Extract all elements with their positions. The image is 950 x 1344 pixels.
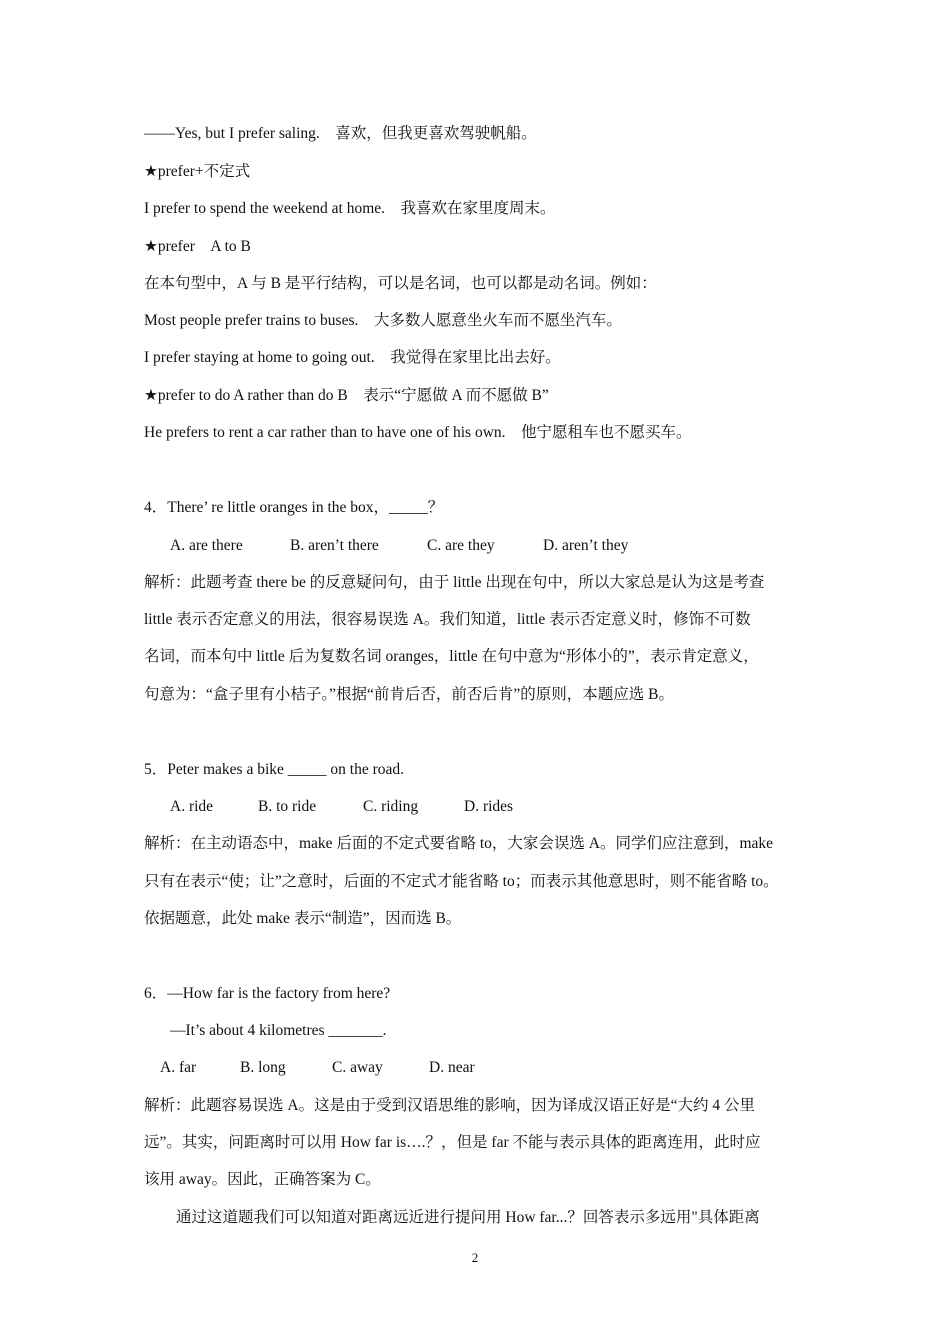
q4-option-b: B. aren’t there — [290, 537, 379, 554]
rule2-example-2: I prefer staying at home to going out. 我觉得在家里比出去好。 — [144, 349, 561, 366]
q5-option-d: D. rides — [464, 798, 514, 815]
q6-option-b: B. long — [240, 1059, 286, 1076]
q5-analysis-1: 解析：在主动语态中，make 后面的不定式要省略 to，大家会误选 A。同学们应注意到，make — [144, 835, 774, 852]
q5-option-b: B. to ride — [258, 798, 317, 815]
q4-option-d: D. aren’t they — [543, 537, 629, 554]
rule3-title: ★prefer to do A rather than do B 表示“宁愿做 A 而不愿做 B” — [144, 387, 549, 404]
q5-analysis-2: 只有在表示“使；让”之意时，后面的不定式才能省略 to；而表示其他意思时，则不能省略 to。 — [144, 873, 779, 890]
page-number: 2 — [471, 1250, 479, 1265]
q5-question: 5．Peter makes a bike _____ on the road. — [144, 761, 404, 778]
rule2-example-1: Most people prefer trains to buses. 大多数人愿意坐火车而不愿坐汽车。 — [144, 312, 622, 329]
q6-option-a: A. far — [160, 1059, 197, 1076]
q6-analysis-3: 该用 away。因此，正确答案为 C。 — [144, 1171, 381, 1188]
q6-answer-line: —It’s about 4 kilometres _______. — [170, 1022, 387, 1039]
q4-analysis-2: little 表示否定意义的用法，很容易误选 A。我们知道，little 表示否定意义时，修饰不可数 — [144, 611, 751, 628]
q6-question: 6．—How far is the factory from here? — [144, 985, 391, 1002]
q6-analysis-1: 解析：此题容易误选 A。这是由于受到汉语思维的影响，因为译成汉语正好是“大约 4 公里 — [144, 1097, 755, 1114]
q5-analysis-3: 依据题意，此处 make 表示“制造”，因而选 B。 — [144, 910, 462, 927]
q4-question: 4．There’ re little oranges in the box，_____？ — [144, 499, 444, 516]
rule2-note: 在本句型中，A 与 B 是平行结构，可以是名词，也可以都是动名词。例如： — [144, 275, 657, 292]
q6-option-c: C. away — [332, 1059, 383, 1076]
q4-options — [170, 536, 628, 556]
q5-option-c: C. riding — [363, 798, 419, 815]
rule2-title: ★prefer A to B — [144, 238, 251, 255]
q5-option-a: A. ride — [170, 798, 214, 815]
q6-option-d: D. near — [429, 1059, 475, 1076]
dialog-line: ——Yes, but I prefer saling. 喜欢，但我更喜欢驾驶帆船。 — [144, 125, 537, 142]
q5-options — [170, 797, 513, 817]
rule1-title: ★prefer+不定式 — [144, 163, 251, 180]
q4-option-a: A. are there — [170, 537, 243, 554]
q4-option-c: C. are they — [427, 537, 495, 554]
q6-options — [160, 1058, 475, 1078]
q4-analysis-4: 句意为：“盒子里有小桔子。”根据“前肯后否，前否后肯”的原则，本题应选 B。 — [144, 686, 674, 703]
rule1-example: I prefer to spend the weekend at home. 我喜欢在家里度周末。 — [144, 200, 556, 217]
rule3-example: He prefers to rent a car rather than to have one of his own. 他宁愿租车也不愿买车。 — [144, 424, 692, 441]
q6-followup: 通过这道题我们可以知道对距离远近进行提问用 How far...？回答表示多远用"具体距离 — [176, 1209, 760, 1226]
q6-analysis-2: 远”。其实，问距离时可以用 How far is….？，但是 far 不能与表示具体的距离连用，此时应 — [144, 1134, 761, 1151]
q4-analysis-1: 解析：此题考查 there be 的反意疑问句，由于 little 出现在句中，所以大家总是认为这是考查 — [144, 574, 765, 591]
q4-analysis-3: 名词，而本句中 little 后为复数名词 oranges，little 在句中意为“形体小的”，表示肯定意义， — [144, 648, 759, 665]
